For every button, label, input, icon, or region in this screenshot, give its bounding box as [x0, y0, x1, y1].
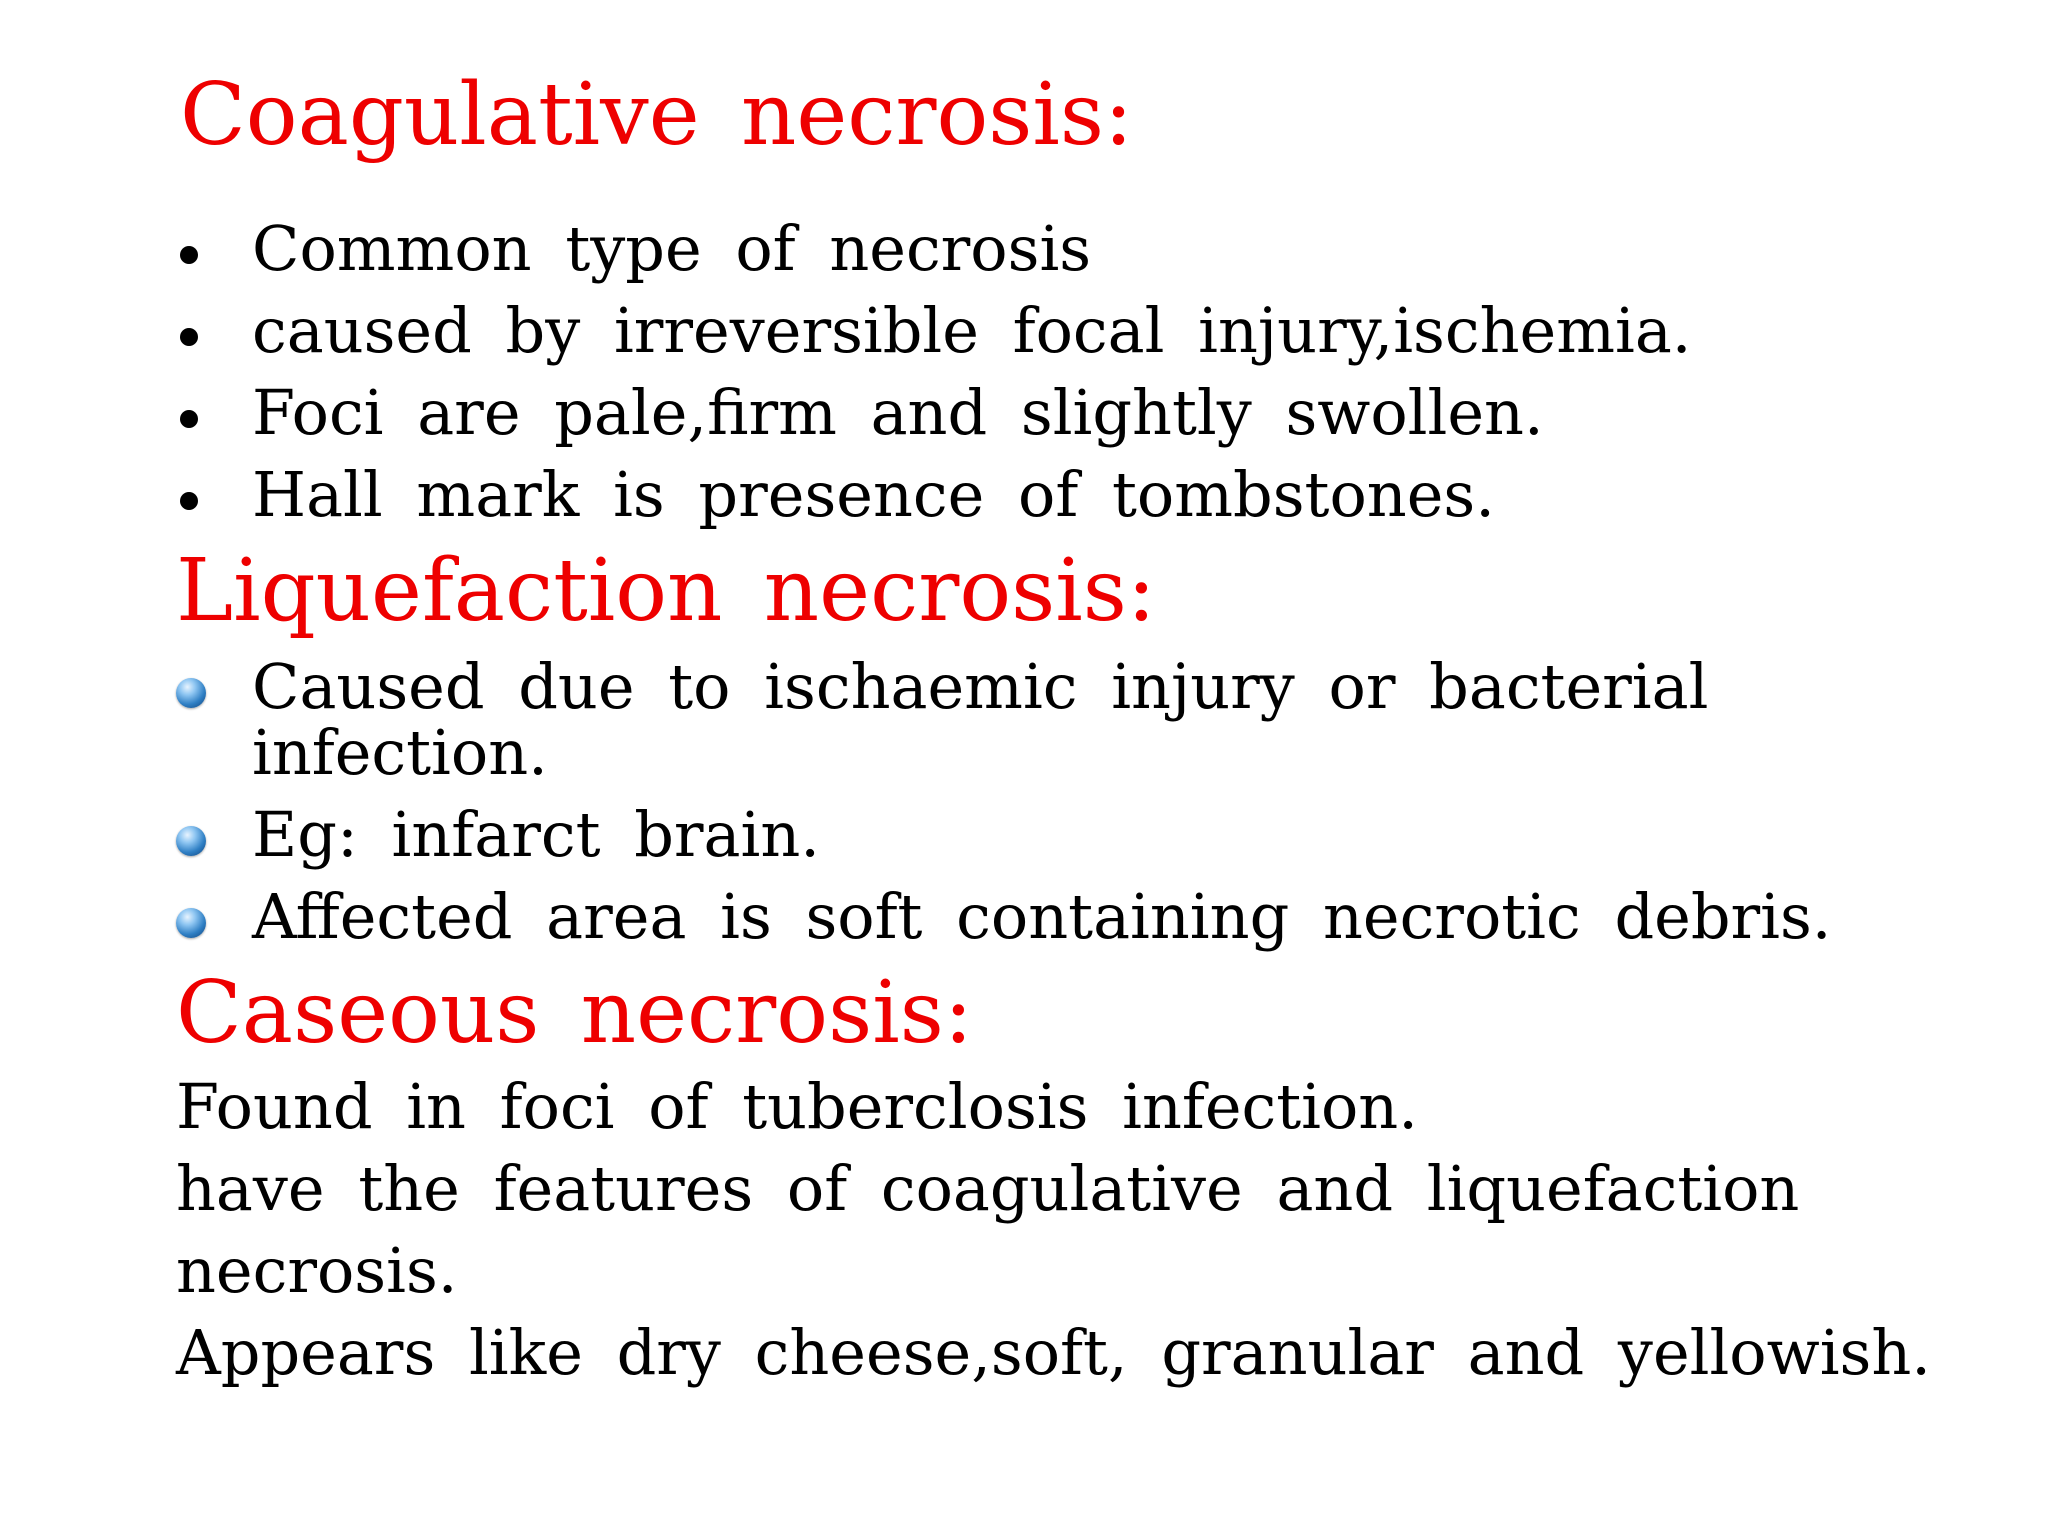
list-item-text: Hall mark is presence of tombstones.: [252, 458, 1495, 531]
list-item-text: caused by irreversible focal injury,ischemia.: [252, 294, 1692, 367]
blue-sphere-bullet-icon: [176, 826, 206, 856]
section-title-coagulative: Coagulative necrosis:: [180, 65, 1134, 165]
blue-sphere-bullet-icon: [176, 908, 206, 938]
paragraph-line: have the features of coagulative and liquefaction: [176, 1152, 1800, 1225]
list-item-text: infection.: [252, 716, 548, 789]
blue-sphere-bullet-icon: [176, 678, 206, 708]
bullet-dot-icon: [180, 328, 198, 346]
paragraph-line: necrosis.: [176, 1234, 458, 1307]
list-item-text: Foci are pale,firm and slightly swollen.: [252, 376, 1544, 449]
bullet-dot-icon: [180, 410, 198, 428]
bullet-dot-icon: [180, 492, 198, 510]
paragraph-line: Appears like dry cheese,soft, granular and yellowish.: [176, 1316, 1931, 1389]
list-item-text: Caused due to ischaemic injury or bacterial: [252, 650, 1709, 723]
section-title-liquefaction: Liquefaction necrosis:: [176, 541, 1156, 641]
list-item-text: Eg: infarct brain.: [252, 798, 820, 871]
list-item-text: Affected area is soft containing necrotic debris.: [252, 880, 1832, 953]
section-title-caseous: Caseous necrosis:: [176, 963, 973, 1063]
bullet-dot-icon: [180, 246, 198, 264]
paragraph-line: Found in foci of tuberclosis infection.: [176, 1070, 1418, 1143]
list-item-text: Common type of necrosis: [252, 212, 1092, 285]
